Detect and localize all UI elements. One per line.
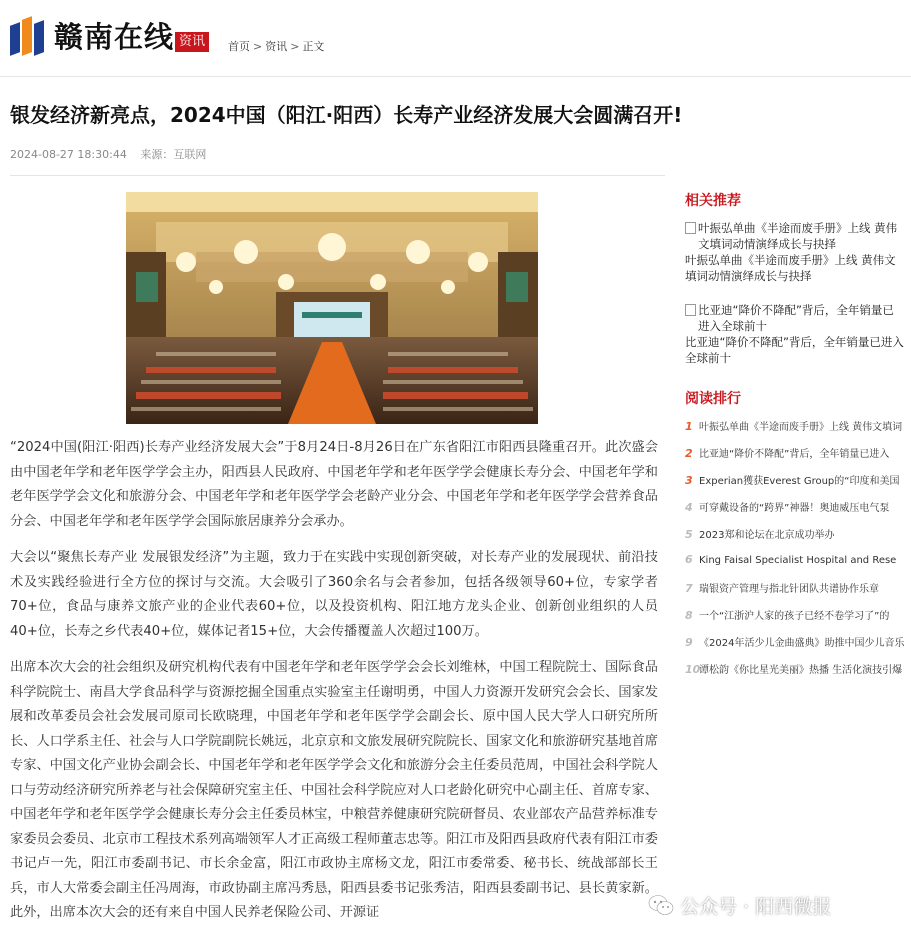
rank-title[interactable]: 《2024年活少儿金曲盛典》助推中国少儿音乐: [699, 638, 905, 649]
related-title-2[interactable]: 比亚迪“降价不降配”背后，全年销量已进入全球前十: [685, 335, 904, 365]
rank-item-8[interactable]: [685, 607, 911, 623]
rank-title[interactable]: 谭松韵《你比星光美丽》热播 生活化演技引爆: [699, 665, 903, 676]
related-image-1[interactable]: 叶振弘单曲《半途而废手册》上线 黄伟文填词动情演绎成长与抉择: [685, 220, 905, 252]
conference-hall-illustration: [126, 192, 538, 424]
related-heading: 相关推荐: [685, 193, 741, 209]
related-item-2[interactable]: [685, 302, 905, 366]
related-image-2[interactable]: 比亚迪“降价不降配”背后，全年销量已进入全球前十: [685, 302, 905, 334]
rank-title[interactable]: 可穿戴设备的“跨界”神器！奥迪威压电气泵: [699, 503, 890, 514]
article-meta: [10, 146, 216, 162]
watermark-text: 公众号 · 阳西微报: [680, 895, 832, 918]
article-paragraph-3: 出席本次大会的社会组织及研究机构代表有中国老年学和老年医学学会会长刘维林，中国工程院院士、国际食品科学院院士、南昌大学食品科学与资源挖掘全国重点实验室主任谢明勇，中国人力资源开发研究会会长、国家发展和改革委员会社会发展司原司长欧晓理，中国老年学和老年医学学会副会长、原中国人民大学人口研究所所长、人口学系主任、社会与人口学院副院长姚远，北京京和文旅发展研究院院长、国家文化和旅游研究基地首席专家、中国文化产业协会副会长、中国老年学和老年医学学会文化和旅游分会主任委员范周，中国社会科学院人口与劳动经济研究所养老与社会保障研究室主任、中国社会科学院应对人口老龄化研究中心副主任、首席专家、中国老年学和老年医学学会健康长寿分会主任委员林宝，中粮营养健康研究院研督员、农业部农产品营养标准专家委员会委员、北京市工程技术系列高端领军人才正高级工程师董志忠等。阳江市及阳西县政府代表有阳江市委书记卢一先，阳江市委副书记、市长余金富，阳江市政协主席杨文龙，阳江市委常委、秘书长、统战部部长王兵，市人大常委会副主任冯周海，市政协副主席冯秀恳，阳西县委书记张秀洁，阳西县委副书记、县长黄家新。此外，出席本次大会的还有来自中国人民养老保险公司、开源证: [10, 660, 658, 920]
rank-number: 10: [685, 663, 701, 676]
rank-title[interactable]: 叶振弘单曲《半途而废手册》上线 黄伟文填词: [699, 422, 903, 433]
breadcrumb: 首页 > 资讯 > 正文: [228, 40, 325, 53]
rank-item-3[interactable]: [685, 472, 911, 488]
rank-item-5[interactable]: [685, 526, 911, 542]
rank-title[interactable]: 瑞银资产管理与指北针团队共谱协作乐章: [699, 584, 879, 595]
broken-image-icon: [685, 222, 696, 234]
title-divider: [10, 175, 665, 176]
rank-number: 1: [685, 420, 693, 433]
rank-title[interactable]: 2023郑和论坛在北京成功举办: [699, 530, 835, 541]
article-paragraph-2: 大会以“聚焦长寿产业 发展银发经济”为主题，致力于在实践中实现创新突破，对长寿产业的发展现状、前沿技术及实践经验进行全方位的探讨与交流。大会吸引了360余名与会者参加，包括各级领导60+位，专家学者70+位，食品与康养文旅产业的企业代表60+位，以及投资机构、阳江地方龙头企业、创新创业组织的人员40+位，长寿之乡代表40+位，媒体记者15+位，大会传播覆盖人次超过100万。: [10, 550, 658, 639]
rank-item-7[interactable]: [685, 580, 911, 596]
breadcrumb-channel[interactable]: 资讯: [265, 40, 288, 53]
rank-title[interactable]: 比亚迪“降价不降配”背后，全年销量已进入: [699, 449, 890, 460]
breadcrumb-home[interactable]: 首页: [228, 40, 250, 53]
related-title-1[interactable]: 叶振弘单曲《半途而废手册》上线 黄伟文填词动情演绎成长与抉择: [685, 253, 896, 283]
wechat-icon: [648, 894, 674, 916]
rank-item-6[interactable]: [685, 553, 911, 569]
broken-image-icon: [685, 304, 696, 316]
rank-number: 4: [685, 501, 693, 514]
rank-number: 2: [685, 447, 693, 460]
watermark: [648, 890, 831, 920]
site-logo-icon[interactable]: [10, 16, 48, 58]
rank-item-2[interactable]: [685, 445, 911, 461]
article-body: [10, 436, 658, 938]
ranking-heading: 阅读排行: [685, 391, 741, 407]
rank-item-9[interactable]: [685, 634, 911, 650]
rank-title[interactable]: Experian獲获Everest Group的“印度和美国: [699, 476, 900, 487]
related-item-1[interactable]: [685, 220, 905, 284]
rank-number: 8: [685, 609, 693, 622]
rank-number: 7: [685, 582, 693, 595]
breadcrumb-current: 正文: [302, 40, 325, 53]
conference-photo: [126, 192, 538, 424]
rank-number: 6: [685, 553, 693, 566]
article-source: 来源：互联网: [140, 148, 207, 161]
rank-number: 5: [685, 528, 693, 541]
rank-number: 9: [685, 636, 693, 649]
rank-title[interactable]: 一个“江浙沪人家的孩子已经不卷学习了”的: [699, 611, 890, 622]
site-header: [0, 0, 911, 77]
rank-item-1[interactable]: [685, 418, 911, 434]
rank-title[interactable]: King Faisal Specialist Hospital and Rese: [699, 555, 897, 566]
rank-item-10[interactable]: [685, 661, 911, 677]
rank-number: 3: [685, 474, 693, 487]
channel-badge: 资讯: [175, 32, 209, 52]
article-title: 银发经济新亮点，2024中国（阳江·阳西）长寿产业经济发展大会圆满召开!: [10, 103, 683, 127]
article-datetime: 2024-08-27 18:30:44: [10, 148, 127, 161]
article-paragraph-1: “2024中国(阳江·阳西)长寿产业经济发展大会”于8月24日-8月26日在广东省阳江市阳西县隆重召开。此次盛会由中国老年学和老年医学学会主办，阳西县人民政府、中国老年学和老年医学学会健康长寿分会、中国老年学和老年医学学会文化和旅游分会、中国老年学和老年医学学会老龄产业分会、中国老年学和老年医学学会营养食品分会、中国老年学和老年医学学会国际旅居康养分会承办。: [10, 440, 658, 529]
site-name[interactable]: 赣南在线: [54, 20, 175, 54]
rank-item-4[interactable]: [685, 499, 911, 515]
